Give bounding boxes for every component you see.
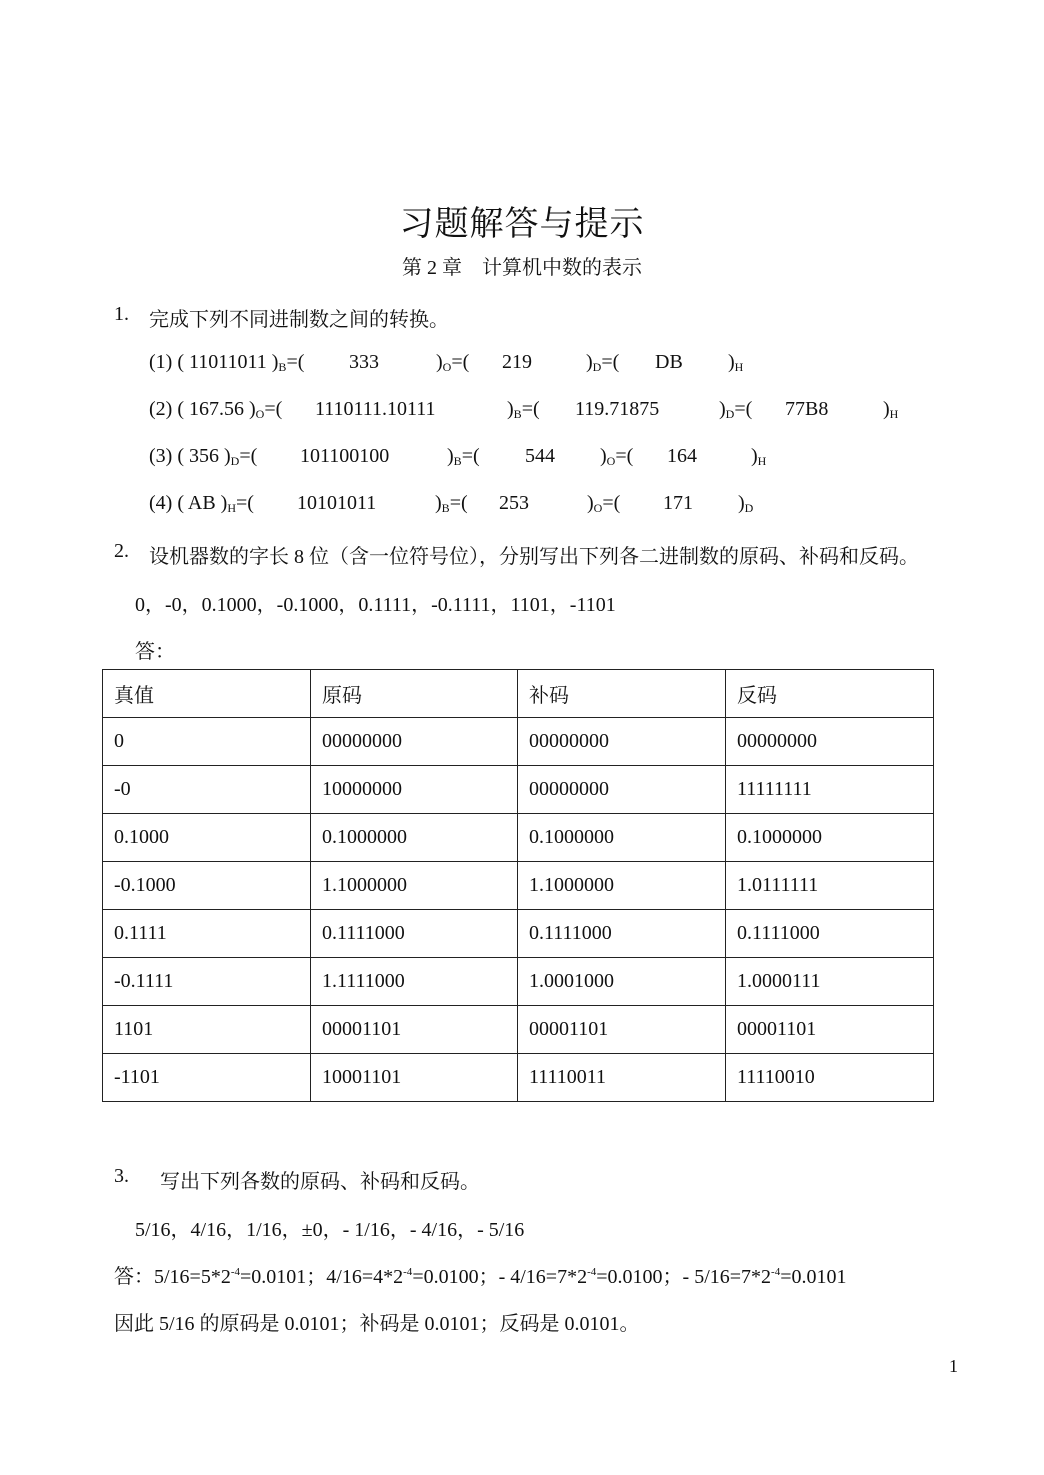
conversion-line-4 — [0, 492, 1044, 520]
q3-answer: 答：$5/16=5*2^{-4}=0.0101$；$4/16=4*2^{-4}=0.0100$；- $4/16=7*2^{-4}=0.0100$；- $5/16=7*2^{-4}=0.0101$ — [114, 1266, 847, 1288]
table-cell: 1.0111111 — [726, 862, 934, 910]
conv-value-decimal: 219 — [502, 351, 532, 373]
table-row — [103, 1006, 934, 1054]
conv-close: )$_O=$( — [600, 445, 634, 468]
q3-conclusion: 因此 5/16 的原码是 0.0101；补码是 0.0101；反码是 0.0101。 — [114, 1313, 640, 1335]
table-cell: 0.1000 — [103, 814, 311, 862]
table-cell: 0.1111000 — [726, 910, 934, 958]
conv-value-binary: 101100100 — [300, 445, 390, 467]
chapter-heading: 第 2 章 计算机中数的表示 — [402, 257, 642, 279]
table-cell: 00000000 — [518, 718, 726, 766]
table-cell: 0.1111000 — [311, 910, 518, 958]
column-header: 原码 — [311, 670, 518, 718]
q1-number: 1. — [114, 303, 129, 325]
conv-close: )$_B=$( — [447, 445, 480, 468]
table-cell: 1101 — [103, 1006, 311, 1054]
conv-value-octal: 253 — [499, 492, 529, 514]
column-header: 真值 — [103, 670, 311, 718]
table-cell: 1.0001000 — [518, 958, 726, 1006]
q3-numbers: 5/16，4/16，1/16，±0，- 1/16，- 4/16，- 5/16 — [135, 1219, 525, 1241]
table-cell: 1.1111000 — [311, 958, 518, 1006]
code-table — [102, 669, 934, 1102]
table-cell: 1.1000000 — [518, 862, 726, 910]
conv-label: (3) ( 356 )$_D=$( — [149, 445, 258, 468]
conv-value-decimal: 171 — [663, 492, 693, 514]
column-header: 补码 — [518, 670, 726, 718]
table-cell: 0.1000000 — [726, 814, 934, 862]
conv-close: )$_H$ — [728, 351, 744, 374]
table-row — [103, 718, 934, 766]
conv-value-octal: 333 — [349, 351, 379, 373]
table-row — [103, 862, 934, 910]
conv-label: (1) ( 11011011 )$_B=$( — [149, 351, 305, 374]
table-cell: 00000000 — [518, 766, 726, 814]
conv-value-hex: DB — [655, 351, 683, 373]
table-cell: 00001101 — [726, 1006, 934, 1054]
q1-text: 完成下列不同进制数之间的转换。 — [149, 309, 449, 331]
table-row — [103, 766, 934, 814]
table-cell: -0 — [103, 766, 311, 814]
conv-value-binary: 10101011 — [297, 492, 377, 514]
conv-close: )$_H$ — [883, 398, 899, 421]
conv-value-octal: 544 — [525, 445, 555, 467]
table-cell: 0.1111 — [103, 910, 311, 958]
table-cell: 11111111 — [726, 766, 934, 814]
conversion-line-3 — [0, 445, 1044, 473]
table-cell: 0 — [103, 718, 311, 766]
table-cell: 00001101 — [518, 1006, 726, 1054]
conv-value-hex: 164 — [667, 445, 697, 467]
conv-label: (4) ( AB )$_H=$( — [149, 492, 254, 515]
table-cell: 10000000 — [311, 766, 518, 814]
table-cell: 11110011 — [518, 1054, 726, 1102]
q2-text: 设机器数的字长 8 位（含一位符号位），分别写出下列各二进制数的原码、补码和反码。 — [149, 546, 919, 568]
table-row — [103, 814, 934, 862]
table-cell: 00001101 — [311, 1006, 518, 1054]
conv-close: )$_B=$( — [507, 398, 540, 421]
table-cell: 11110010 — [726, 1054, 934, 1102]
table-cell: -1101 — [103, 1054, 311, 1102]
q2-numbers: 0，-0，0.1000，-0.1000，0.1111，-0.1111，1101，-1101 — [135, 594, 616, 616]
table-cell: -0.1111 — [103, 958, 311, 1006]
page-number: 1 — [949, 1356, 958, 1376]
conversion-line-2 — [0, 398, 1044, 426]
table-cell: 1.0000111 — [726, 958, 934, 1006]
table-cell: 0.1000000 — [311, 814, 518, 862]
conv-close: )$_D$ — [738, 492, 754, 515]
table-cell: -0.1000 — [103, 862, 311, 910]
q3-number: 3. — [114, 1165, 129, 1187]
conv-close: )$_H$ — [751, 445, 767, 468]
conv-label: (2) ( 167.56 )$_O=$( — [149, 398, 283, 421]
conv-value-hex: 77B8 — [785, 398, 829, 420]
table-cell: 0.1111000 — [518, 910, 726, 958]
table-cell: 0.1000000 — [518, 814, 726, 862]
page-title: 习题解答与提示 — [399, 206, 645, 243]
conv-value-binary: 1110111.10111 — [315, 398, 436, 420]
q2-number: 2. — [114, 540, 129, 562]
table-row — [103, 1054, 934, 1102]
table-cell: 10001101 — [311, 1054, 518, 1102]
table-row — [103, 910, 934, 958]
table-cell: 00000000 — [311, 718, 518, 766]
conv-close: )$_D=$( — [719, 398, 753, 421]
conv-close: )$_O=$( — [587, 492, 621, 515]
column-header: 反码 — [726, 670, 934, 718]
conv-close: )$_B=$( — [435, 492, 468, 515]
q2-answer-label: 答： — [135, 641, 175, 663]
table-cell: 00000000 — [726, 718, 934, 766]
conv-value-decimal: 119.71875 — [575, 398, 660, 420]
conversion-line-1 — [0, 351, 1044, 379]
table-cell: 1.1000000 — [311, 862, 518, 910]
table-row — [103, 958, 934, 1006]
q3-text: 写出下列各数的原码、补码和反码。 — [160, 1171, 480, 1193]
table-header-row — [103, 670, 934, 718]
conv-close: )$_O=$( — [436, 351, 470, 374]
conv-close: )$_D=$( — [586, 351, 620, 374]
